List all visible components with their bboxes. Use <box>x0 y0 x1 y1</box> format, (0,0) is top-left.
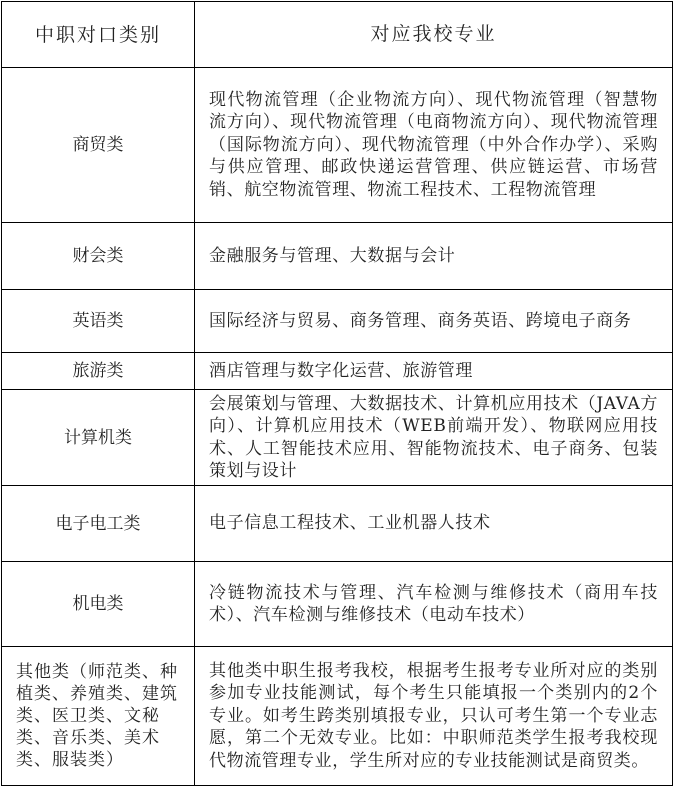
row-category: 英语类 <box>2 290 195 352</box>
row-category: 电子电工类 <box>2 486 195 561</box>
row-category: 财会类 <box>2 223 195 289</box>
table-row <box>2 647 672 785</box>
row-majors: 电子信息工程技术、工业机器人技术 <box>209 513 491 534</box>
table-row <box>2 486 672 562</box>
header-majors: 对应我校专业 <box>370 23 497 46</box>
row-category: 机电类 <box>2 562 195 646</box>
row-category: 计算机类 <box>2 390 195 485</box>
row-majors: 冷链物流技术与管理、汽车检测与维修技术（商用车技术）、汽车检测与维修技术（电动车技术） <box>209 582 658 625</box>
row-category: 其他类（师范类、种植类、养殖类、建筑类、医卫类、文秘类、音乐类、美术类、服装类） <box>2 647 195 785</box>
majors-table <box>1 1 673 786</box>
row-category: 商贸类 <box>2 68 195 222</box>
row-majors: 现代物流管理（企业物流方向）、现代物流管理（智慧物流方向）、现代物流管理（电商物流方向）、现代物流管理（国际物流方向）、现代物流管理（中外合作办学）、采购与供应管理、邮政快递运营管理、供应链运营、市场营销、航空物流管理、物流工程技术、工程物流管理 <box>209 89 658 200</box>
table-row <box>2 353 672 390</box>
row-majors: 国际经济与贸易、商务管理、商务英语、跨境电子商务 <box>209 310 632 331</box>
table-row <box>2 562 672 647</box>
row-majors: 金融服务与管理、大数据与会计 <box>209 245 456 266</box>
row-majors: 其他类中职生报考我校，根据考生报考专业所对应的类别参加专业技能测试，每个考生只能填报一个类别内的2个专业。如考生跨类别填报专业，只认可考生第一个专业志愿，第二个无效专业。比如：中职师范类学生报考我校现代物流管理专业，学生所对应的专业技能测试是商贸类。 <box>209 660 658 771</box>
table-row <box>2 290 672 353</box>
table-row <box>2 390 672 486</box>
row-majors: 酒店管理与数字化运营、旅游管理 <box>209 360 473 381</box>
header-category: 中职对口类别 <box>2 2 195 67</box>
table-row <box>2 223 672 290</box>
table-header-row <box>2 2 672 68</box>
row-category: 旅游类 <box>2 353 195 389</box>
table-row <box>2 68 672 223</box>
row-majors: 会展策划与管理、大数据技术、计算机应用技术（JAVA方向）、计算机应用技术（WEB前端开发）、物联网应用技术、人工智能技术应用、智能物流技术、电子商务、包装策划与设计 <box>209 393 658 481</box>
